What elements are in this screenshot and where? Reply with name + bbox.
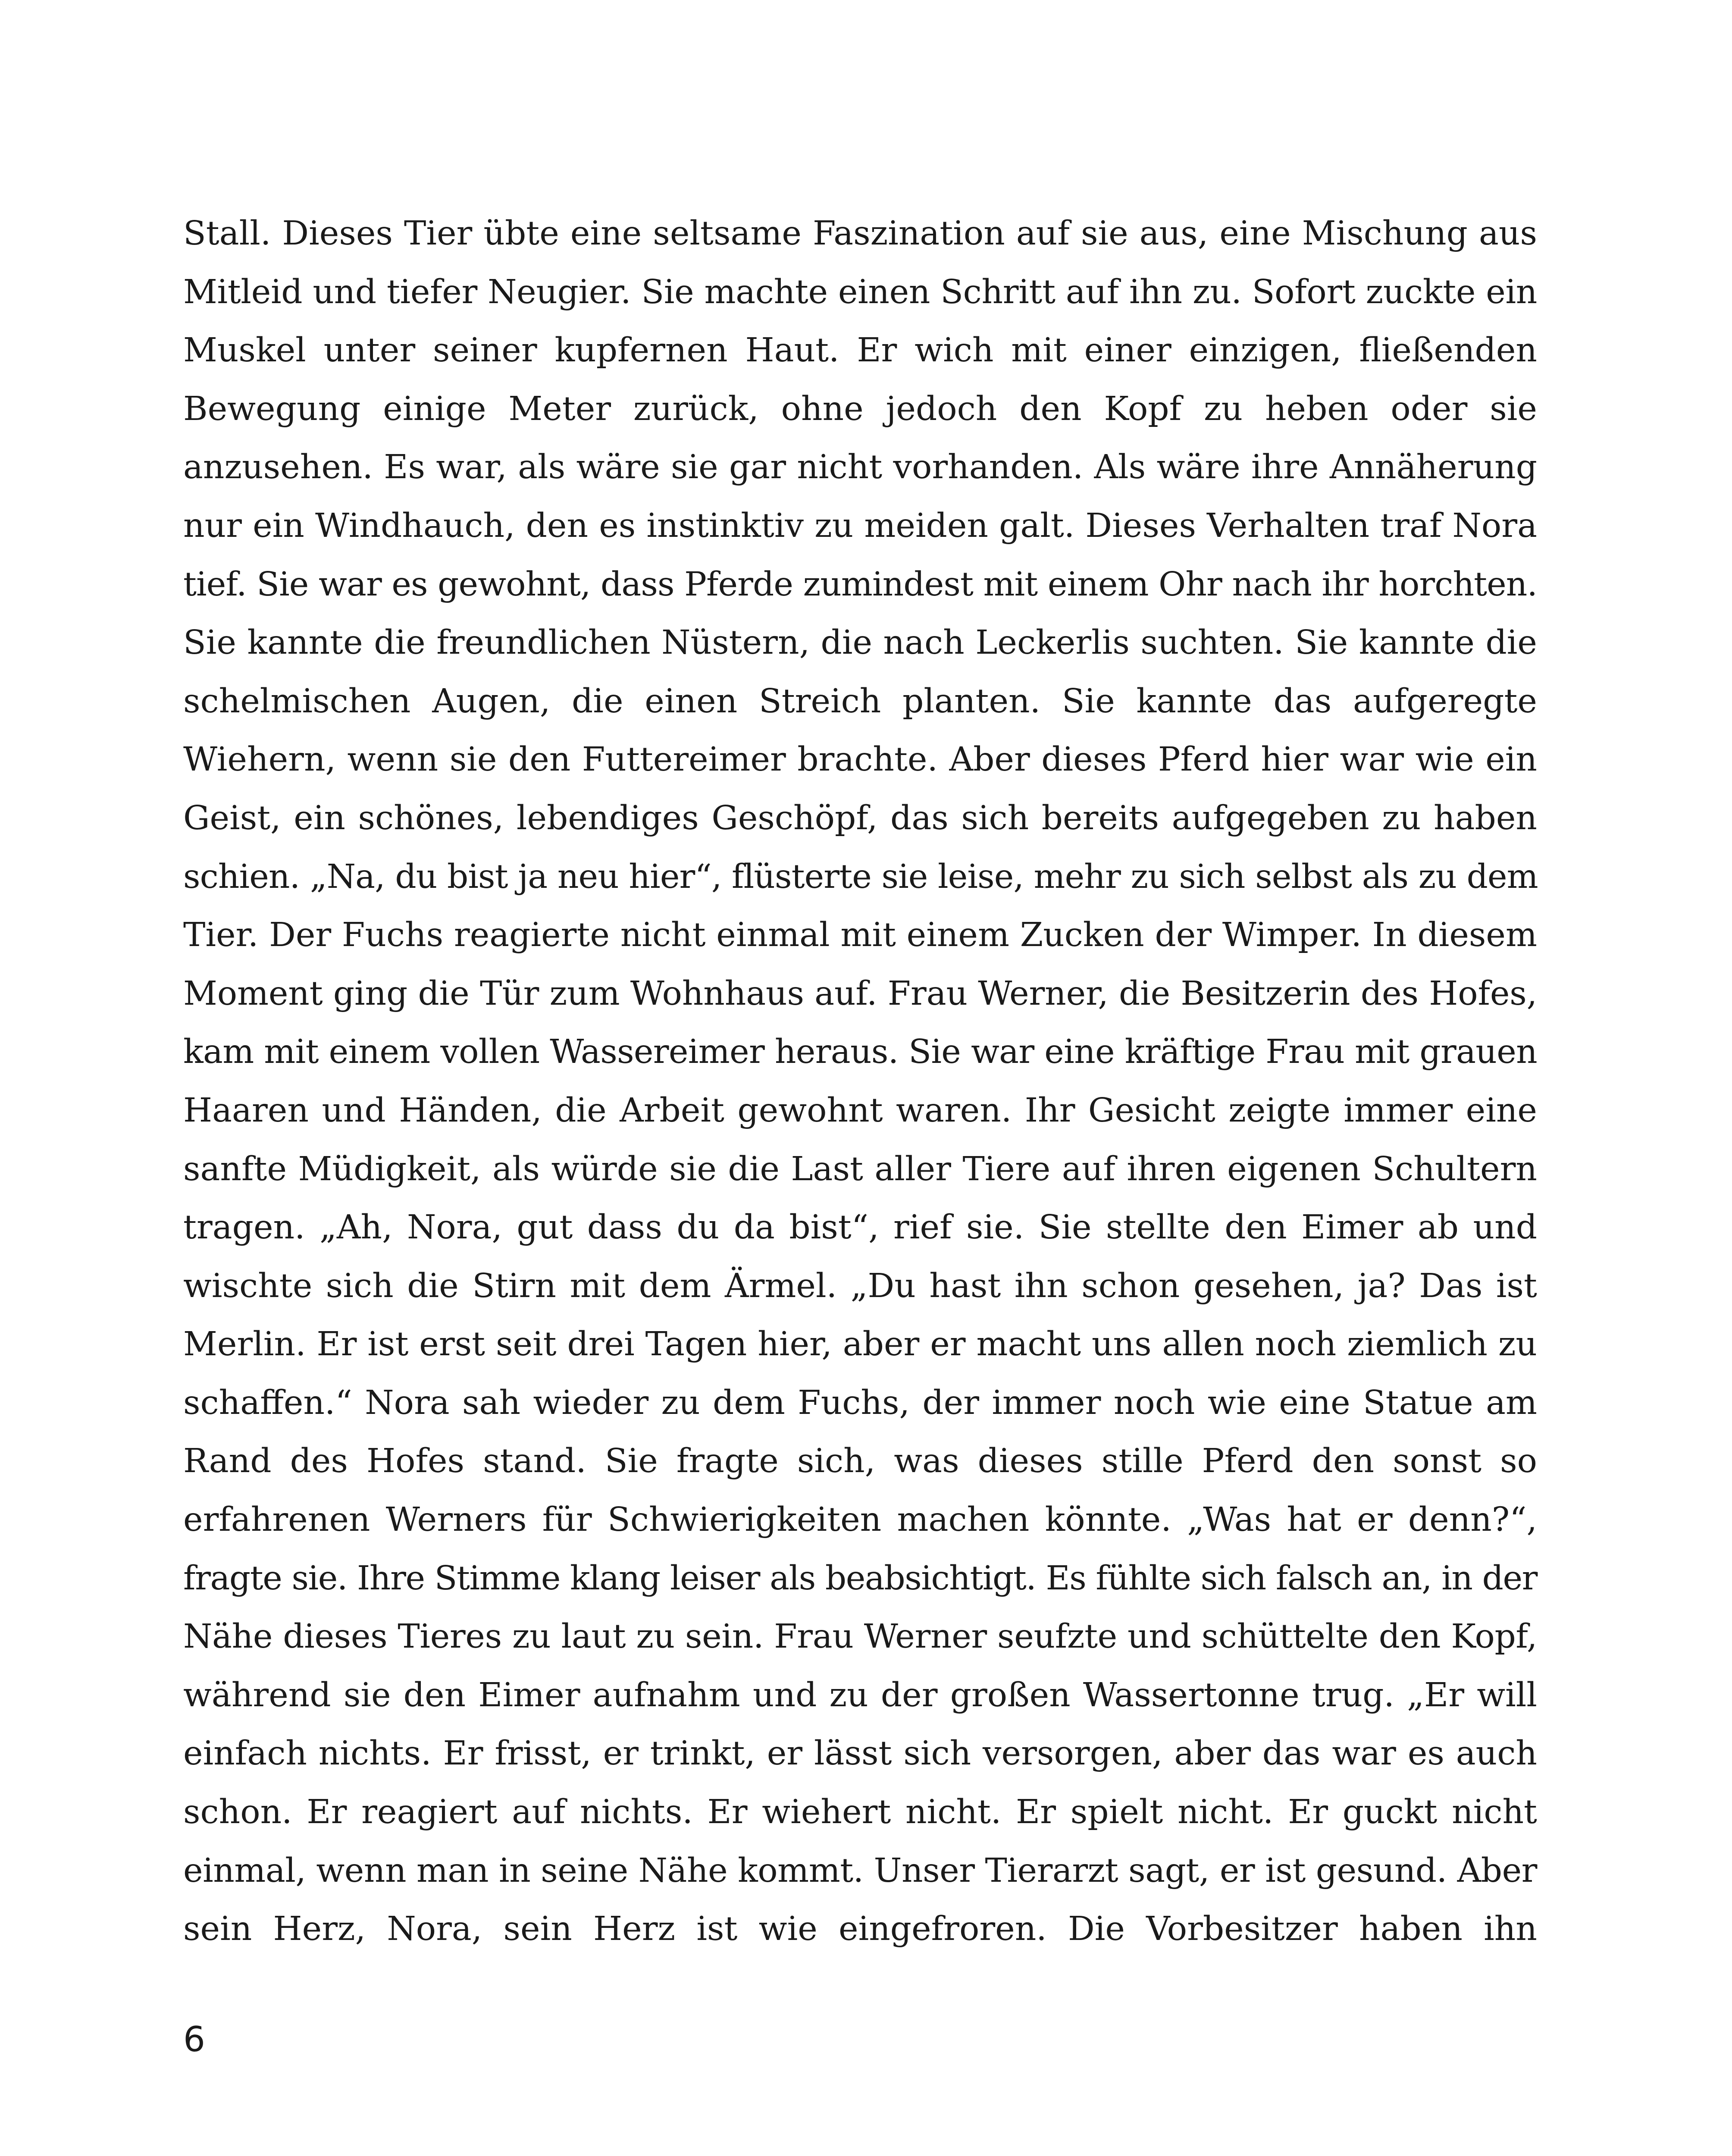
text-line: einmal, wenn man in seine Nähe kommt. Unser Tierarzt sagt, er ist gesund. Aber	[183, 1851, 1537, 1890]
text-line: Muskel unter seiner kupfernen Haut. Er wich mit einer einzigen, fließenden	[183, 331, 1537, 370]
text-line: Sie kannte die freundlichen Nüstern, die nach Leckerlis suchten. Sie kannte die	[183, 624, 1537, 662]
text-line: Rand des Hofes stand. Sie fragte sich, was dieses stille Pferd den sonst so	[183, 1442, 1537, 1481]
text-line: Nähe dieses Tieres zu laut zu sein. Frau Werner seufzte und schüttelte den Kopf,	[183, 1617, 1537, 1656]
text-line: während sie den Eimer aufnahm und zu der großen Wassertonne trug. „Er will	[183, 1676, 1537, 1714]
text-line: schon. Er reagiert auf nichts. Er wiehert nicht. Er spielt nicht. Er guckt nicht	[183, 1793, 1537, 1832]
text-line: schelmischen Augen, die einen Streich planten. Sie kannte das aufgeregte	[183, 682, 1537, 721]
text-line: tief. Sie war es gewohnt, dass Pferde zumindest mit einem Ohr nach ihr horchten.	[183, 565, 1537, 604]
page-number: 6	[183, 2019, 205, 2059]
text-line: Haaren und Händen, die Arbeit gewohnt waren. Ihr Gesicht zeigte immer eine	[183, 1091, 1537, 1130]
text-line: kam mit einem vollen Wassereimer heraus. Sie war eine kräftige Frau mit grauen	[183, 1033, 1537, 1072]
text-line: Geist, ein schönes, lebendiges Geschöpf, das sich bereits aufgegeben zu haben	[183, 799, 1537, 837]
text-line: Moment ging die Tür zum Wohnhaus auf. Frau Werner, die Besitzerin des Hofes,	[183, 974, 1537, 1013]
text-line: anzusehen. Es war, als wäre sie gar nicht vorhanden. Als wäre ihre Annäherung	[183, 448, 1537, 487]
body-text	[183, 204, 1537, 1959]
text-line: Tier. Der Fuchs reagierte nicht einmal mit einem Zucken der Wimper. In diesem	[183, 916, 1537, 955]
text-line: nur ein Windhauch, den es instinktiv zu meiden galt. Dieses Verhalten traf Nora	[183, 506, 1537, 545]
text-line: Bewegung einige Meter zurück, ohne jedoch den Kopf zu heben oder sie	[183, 389, 1537, 428]
text-line: Stall. Dieses Tier übte eine seltsame Faszination auf sie aus, eine Mischung aus	[183, 214, 1537, 253]
text-line: sanfte Müdigkeit, als würde sie die Last aller Tiere auf ihren eigenen Schultern	[183, 1150, 1537, 1188]
text-line: fragte sie. Ihre Stimme klang leiser als beabsichtigt. Es fühlte sich falsch an, in der	[183, 1559, 1537, 1598]
text-line: sein Herz, Nora, sein Herz ist wie eingefroren. Die Vorbesitzer haben ihn	[183, 1910, 1537, 1949]
text-line: Mitleid und tiefer Neugier. Sie machte einen Schritt auf ihn zu. Sofort zuckte ein	[183, 273, 1537, 311]
text-line: einfach nichts. Er frisst, er trinkt, er lässt sich versorgen, aber das war es auch	[183, 1734, 1537, 1773]
text-line: wischte sich die Stirn mit dem Ärmel. „Du hast ihn schon gesehen, ja? Das ist	[183, 1266, 1537, 1305]
text-line: schaffen.“ Nora sah wieder zu dem Fuchs, der immer noch wie eine Statue am	[183, 1383, 1537, 1422]
text-line: schien. „Na, du bist ja neu hier“, flüsterte sie leise, mehr zu sich selbst als zu dem	[183, 857, 1538, 896]
text-line: erfahrenen Werners für Schwierigkeiten machen könnte. „Was hat er denn?“,	[183, 1501, 1537, 1539]
text-line: Merlin. Er ist erst seit drei Tagen hier, aber er macht uns allen noch ziemlich zu	[183, 1325, 1537, 1364]
text-line: Wiehern, wenn sie den Futtereimer brachte. Aber dieses Pferd hier war wie ein	[183, 740, 1537, 779]
text-line: tragen. „Ah, Nora, gut dass du da bist“, rief sie. Sie stellte den Eimer ab und	[183, 1208, 1537, 1247]
